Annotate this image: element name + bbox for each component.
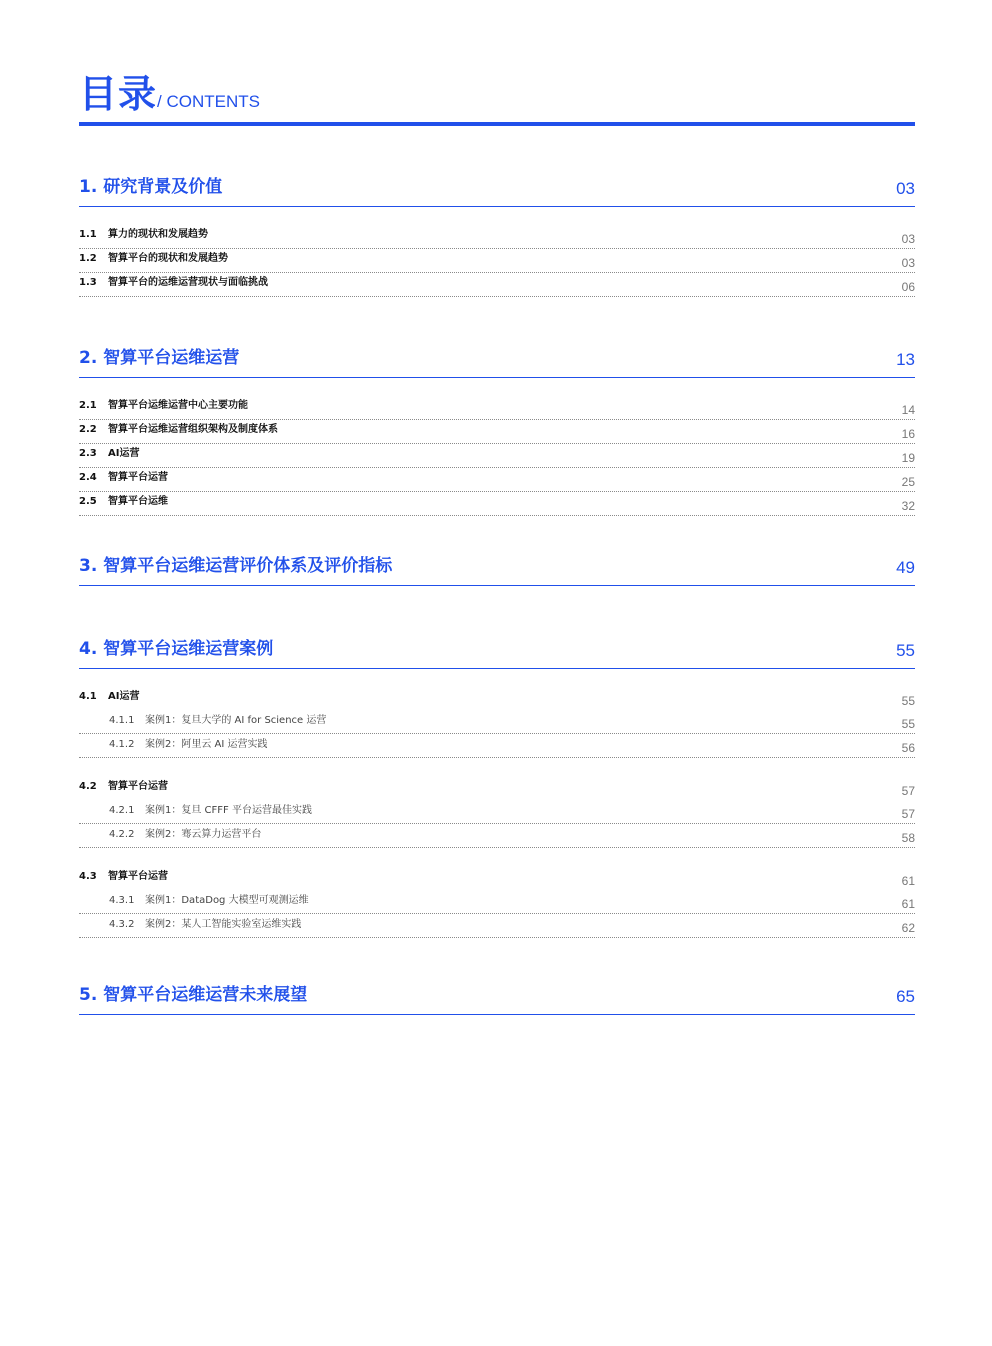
subsection-title: 智算平台运营 (108, 871, 168, 882)
case-page-number: 56 (901, 741, 915, 755)
case-title: 案例1：复旦大学的 AI for Science 运营 (145, 715, 327, 726)
subsection-page-number: 14 (901, 403, 915, 417)
subsection-page-number: 06 (901, 280, 915, 294)
section-page-number: 49 (896, 558, 915, 577)
subsection-row[interactable] (79, 444, 915, 468)
subsection-title: 智算平台运维 (108, 496, 168, 507)
toc-section-4 (79, 632, 915, 938)
section-page-number: 65 (896, 987, 915, 1006)
subsection-row[interactable] (79, 867, 915, 890)
subsection-title: 智算平台运营 (108, 781, 168, 792)
case-number: 4.2.2 (109, 829, 135, 840)
subsection-page-number: 03 (901, 232, 915, 246)
case-row[interactable] (79, 824, 915, 848)
section-title: 1. 研究背景及价值 (79, 177, 223, 197)
case-number: 4.1.2 (109, 739, 135, 750)
subsection-page-number: 32 (901, 499, 915, 513)
subsection-row[interactable] (79, 687, 915, 710)
subsection-group-4-1 (79, 687, 915, 758)
case-page-number: 55 (901, 717, 915, 731)
case-row[interactable] (79, 914, 915, 938)
subsection-number: 2.5 (79, 496, 97, 507)
section-heading-row[interactable] (79, 632, 915, 669)
subsection-row[interactable] (79, 273, 915, 297)
toc-section-1 (79, 170, 915, 297)
case-title: 案例2：某人工智能实验室运维实践 (145, 919, 302, 930)
subsection-number: 1.1 (79, 229, 97, 240)
case-row[interactable] (79, 800, 915, 824)
subsection-page-number: 16 (901, 427, 915, 441)
subsection-row[interactable] (79, 492, 915, 516)
subsection-number: 1.3 (79, 277, 97, 288)
subsection-group-4-2 (79, 777, 915, 848)
section-title: 3. 智算平台运维运营评价体系及评价指标 (79, 556, 393, 576)
subsection-title: 智算平台运营 (108, 472, 168, 483)
section-heading-row[interactable] (79, 978, 915, 1015)
case-number: 4.3.1 (109, 895, 135, 906)
section-title: 2. 智算平台运维运营 (79, 348, 240, 368)
case-page-number: 57 (901, 807, 915, 821)
subsection-row[interactable] (79, 420, 915, 444)
subsection-number: 4.2 (79, 781, 97, 792)
case-number: 4.2.1 (109, 805, 135, 816)
subsection-page-number: 61 (901, 874, 915, 888)
subsection-title: 智算平台运维运营中心主要功能 (108, 400, 248, 411)
case-page-number: 62 (901, 921, 915, 935)
subsection-list (79, 225, 915, 297)
case-title: 案例1：DataDog 大模型可观测运维 (145, 895, 309, 906)
subsection-title: 智算平台运维运营组织架构及制度体系 (108, 424, 278, 435)
section-title: 4. 智算平台运维运营案例 (79, 639, 274, 659)
section-heading-row[interactable] (79, 549, 915, 586)
toc-section-2 (79, 341, 915, 516)
subsection-number: 2.2 (79, 424, 97, 435)
case-title: 案例1：复旦 CFFF 平台运营最佳实践 (145, 805, 312, 816)
case-page-number: 58 (901, 831, 915, 845)
subsection-row[interactable] (79, 396, 915, 420)
subsection-row[interactable] (79, 777, 915, 800)
case-title: 案例2：骞云算力运营平台 (145, 829, 262, 840)
section-title: 5. 智算平台运维运营未来展望 (79, 985, 308, 1005)
toc-section-3 (79, 549, 915, 586)
subsection-row[interactable] (79, 249, 915, 273)
section-page-number: 13 (896, 350, 915, 369)
section-heading-row[interactable] (79, 170, 915, 207)
subsection-number: 4.3 (79, 871, 97, 882)
subsection-number: 2.1 (79, 400, 97, 411)
subsection-title: 智算平台的运维运营现状与面临挑战 (108, 277, 268, 288)
header-divider (79, 122, 915, 126)
subsection-number: 4.1 (79, 691, 97, 702)
section-page-number: 55 (896, 641, 915, 660)
subsection-row[interactable] (79, 468, 915, 492)
section-page-number: 03 (896, 179, 915, 198)
subsection-page-number: 19 (901, 451, 915, 465)
subsection-list (79, 396, 915, 516)
subsection-page-number: 57 (901, 784, 915, 798)
subsection-row[interactable] (79, 225, 915, 249)
subsection-group-4-3 (79, 867, 915, 938)
subsection-title: AI运营 (108, 691, 140, 702)
page-subtitle: / CONTENTS (157, 92, 260, 111)
case-row[interactable] (79, 734, 915, 758)
subsection-number: 1.2 (79, 253, 97, 264)
subsection-title: 算力的现状和发展趋势 (108, 229, 208, 240)
case-number: 4.1.1 (109, 715, 135, 726)
subsection-page-number: 55 (901, 694, 915, 708)
case-title: 案例2：阿里云 AI 运营实践 (145, 739, 268, 750)
page-title: 目录 (79, 72, 158, 116)
case-number: 4.3.2 (109, 919, 135, 930)
case-row[interactable] (79, 710, 915, 734)
toc-section-5 (79, 978, 915, 1015)
section-heading-row[interactable] (79, 341, 915, 378)
subsection-number: 2.3 (79, 448, 97, 459)
subsection-title: 智算平台的现状和发展趋势 (108, 253, 228, 264)
case-row[interactable] (79, 890, 915, 914)
subsection-page-number: 25 (901, 475, 915, 489)
subsection-number: 2.4 (79, 472, 97, 483)
subsection-title: AI运营 (108, 448, 140, 459)
subsection-page-number: 03 (901, 256, 915, 270)
case-page-number: 61 (901, 897, 915, 911)
toc-header (79, 70, 915, 126)
